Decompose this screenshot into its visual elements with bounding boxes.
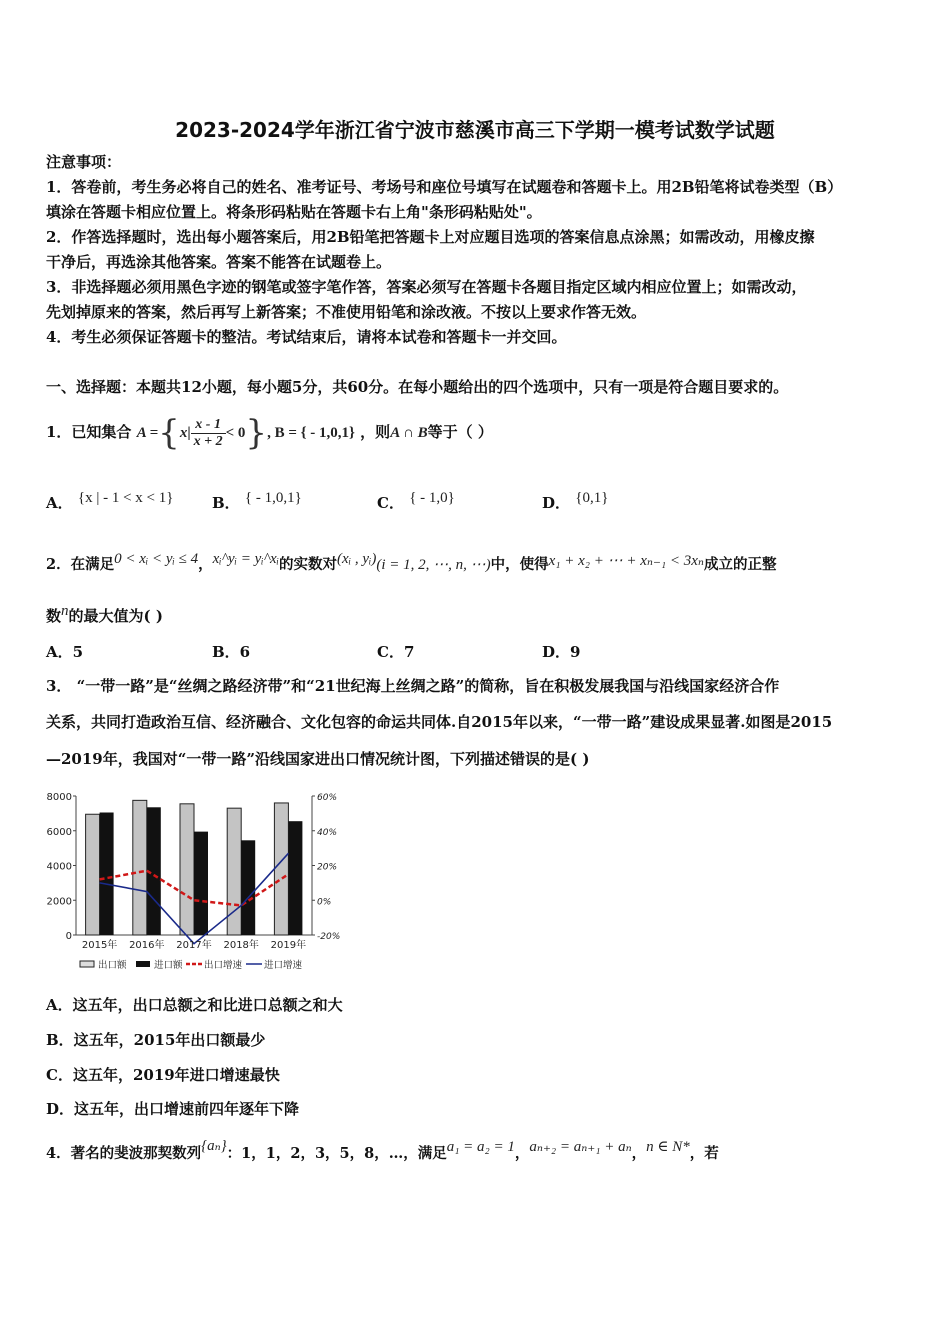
notice-line-3: 2．作答选择题时，选出每小题答案后，用2B铅笔把答题卡上对应题目选项的答案信息点涂黑；如需改动，用橡皮擦 [46, 228, 815, 246]
legend-label: 进口增速 [264, 960, 303, 971]
q1-option-b-text: { - 1,0,1} [244, 490, 302, 506]
y2-tick-label: -20% [317, 932, 341, 942]
x-tick-label: 2015年 [81, 940, 118, 951]
question-2-line-1 [46, 551, 777, 575]
q1-intersection: A ∩ B [390, 425, 428, 441]
q1-denominator: x + 2 [193, 433, 223, 449]
q2-mid-2: 中，使得 [490, 556, 549, 573]
q4-separator-1: ， [514, 1145, 530, 1162]
notice-line-2: 填涂在答题卡相应位置上。将条形码粘贴在答题卡右上角"条形码粘贴处"。 [46, 203, 542, 221]
q1-option-d [542, 492, 608, 513]
right-brace-glyph: } [245, 413, 268, 453]
q1-option-a-label: A． [46, 494, 73, 512]
q1-option-a-text: {x | - 1 < x < 1} [77, 490, 174, 506]
q3-option-a: A．这五年，出口总额之和比进口总额之和大 [46, 996, 343, 1014]
import-bar [241, 840, 255, 935]
q3-option-b: B．这五年，2015年出口额最少 [46, 1031, 266, 1049]
q2-condition-2: xᵢ^yᵢ = yᵢ^xᵢ [212, 551, 280, 567]
question-3-line-1: 3． “一带一路”是“丝绸之路经济带”和“21世纪海上丝绸之路”的简称，旨在积极发展我国与沿线国家经济合作 [46, 677, 780, 695]
export-bar [274, 803, 288, 935]
page-title: 2023-2024学年浙江省宁波市慈溪市高三下学期一模考试数学试题 [175, 118, 775, 142]
legend-label: 进口额 [154, 960, 183, 971]
q4-separator-2: ， [631, 1145, 647, 1162]
q1-option-a [46, 492, 173, 513]
q1-then: ，则 [360, 423, 391, 441]
q1-option-c [377, 492, 455, 513]
y2-tick-label: 20% [317, 862, 338, 873]
notice-line-4: 干净后，再选涂其他答案。答案不能答在试题卷上。 [46, 253, 392, 271]
notice-heading: 注意事项： [46, 153, 122, 171]
q2-option-b: B．6 [212, 643, 251, 661]
q4-prefix: 4．著名的斐波那契数列 [46, 1145, 202, 1162]
q3-option-c: C．这五年，2019年进口增速最快 [46, 1066, 280, 1084]
q4-suffix: ，若 [689, 1145, 719, 1162]
q1-variable-x: x [179, 425, 188, 441]
q2-prefix: 2．在满足 [46, 556, 115, 573]
q1-less-than-zero: < 0 [225, 425, 246, 441]
legend-label: 出口额 [98, 960, 127, 971]
q1-set-a-lhs: A = [136, 425, 159, 441]
q1-fraction [191, 417, 226, 450]
q1-set-b: , B = { - 1,0,1} [267, 425, 355, 441]
export-bar [133, 800, 147, 935]
q2-pair: (xᵢ , yᵢ) [337, 551, 377, 567]
legend-label: 出口增速 [204, 960, 243, 971]
q4-condition-1: a₁ = a₂ = 1 [446, 1139, 515, 1155]
q4-terms: ：1，1，2，3，5，8，…，满足 [226, 1145, 447, 1162]
question-3-line-3: —2019年，我国对“一带一路”沿线国家进出口情况统计图，下列描述错误的是( ) [46, 750, 590, 768]
q2-suffix: 成立的正整 [703, 556, 777, 573]
notice-line-7: 4．考生必须保证答题卡的整洁。考试结束后，请将本试卷和答题卡一并交回。 [46, 328, 567, 346]
q1-numerator: x - 1 [191, 417, 226, 434]
q2-option-a: A．5 [46, 643, 84, 661]
import-bar [288, 821, 302, 935]
y2-tick-label: 60% [317, 793, 338, 803]
q1-option-b [212, 492, 302, 513]
y-tick-label: 8000 [46, 792, 72, 803]
notice-line-5: 3．非选择题必须用黑色字迹的钢笔或签字笔作答，答案必须写在答题卡各题目指定区域内相应位置上；如需改动， [46, 278, 807, 296]
import-bar [194, 832, 208, 935]
q2-variable-n: n [61, 603, 69, 619]
legend-swatch-import [136, 961, 150, 967]
y2-tick-label: 0% [317, 897, 332, 908]
q4-condition-2: aₙ₊₂ = aₙ₊₁ + aₙ [529, 1139, 632, 1155]
y-tick-label: 6000 [46, 826, 72, 838]
q2-index-range: (i = 1, 2, ⋯, n, ⋯) [376, 557, 491, 573]
q1-option-d-label: D． [542, 494, 571, 512]
export-bar [180, 804, 194, 935]
question-1 [46, 414, 493, 451]
notice-line-6: 先划掉原来的答案，然后再写上新答案；不准使用铅笔和涂改液。不按以上要求作答无效。 [46, 303, 647, 321]
import-bar [100, 813, 114, 935]
export-bar [86, 814, 100, 935]
q3-option-d: D．这五年，出口增速前四年逐年下降 [46, 1100, 300, 1118]
x-tick-label: 2018年 [223, 940, 259, 951]
y-tick-label: 4000 [46, 861, 72, 873]
q2-line2-prefix: 数 [46, 607, 62, 625]
q2-comma: ， [198, 556, 213, 573]
q1-suffix: 等于（ ） [427, 423, 493, 441]
q2-inequality: x₁ + x₂ + ⋯ + xₙ₋₁ < 3xₙ [548, 553, 704, 569]
q2-option-d: D．9 [542, 643, 581, 661]
question-2-line-2 [46, 603, 163, 627]
q4-condition-3: n ∈ N* [646, 1139, 690, 1155]
q4-sequence: {aₙ} [201, 1138, 227, 1154]
bar-glyph: | [187, 425, 191, 441]
y-tick-label: 0 [65, 931, 72, 942]
section-heading: 一、选择题：本题共12小题，每小题5分，共60分。在每小题给出的四个选项中，只有一项是符合题目要求的。 [46, 378, 789, 396]
q1-option-b-label: B． [212, 494, 240, 512]
q2-condition-1: 0 < xᵢ < yᵢ ≤ 4 [114, 551, 199, 567]
question-3-line-2: 关系，共同打造政治互信、经济融合、文化包容的命运共同体.自2015年以来，“一带一路”建设成果显著.如图是2015 [46, 713, 833, 731]
q2-mid: 的实数对 [279, 556, 338, 573]
y-tick-label: 2000 [46, 896, 72, 908]
question-4 [46, 1138, 719, 1164]
q1-option-d-text: {0,1} [575, 490, 609, 506]
left-brace-glyph: { [158, 413, 180, 453]
x-tick-label: 2019年 [270, 940, 307, 951]
q1-option-c-text: { - 1,0} [409, 490, 455, 506]
notice-line-1: 1．答卷前，考生务必将自己的姓名、准考证号、考场号和座位号填写在试题卷和答题卡上。用2B铅笔将试卷类型（B） [46, 178, 843, 196]
q1-option-c-label: C． [377, 494, 404, 512]
x-tick-label: 2017年 [176, 940, 212, 951]
q2-option-c: C．7 [377, 643, 415, 661]
legend-swatch-export [80, 961, 94, 967]
q2-line2-suffix: 的最大值为( ) [68, 607, 163, 625]
trade-chart [40, 787, 350, 977]
q1-prefix: 1．已知集合 [46, 423, 132, 441]
y2-tick-label: 40% [317, 827, 338, 838]
x-tick-label: 2016年 [129, 940, 165, 951]
